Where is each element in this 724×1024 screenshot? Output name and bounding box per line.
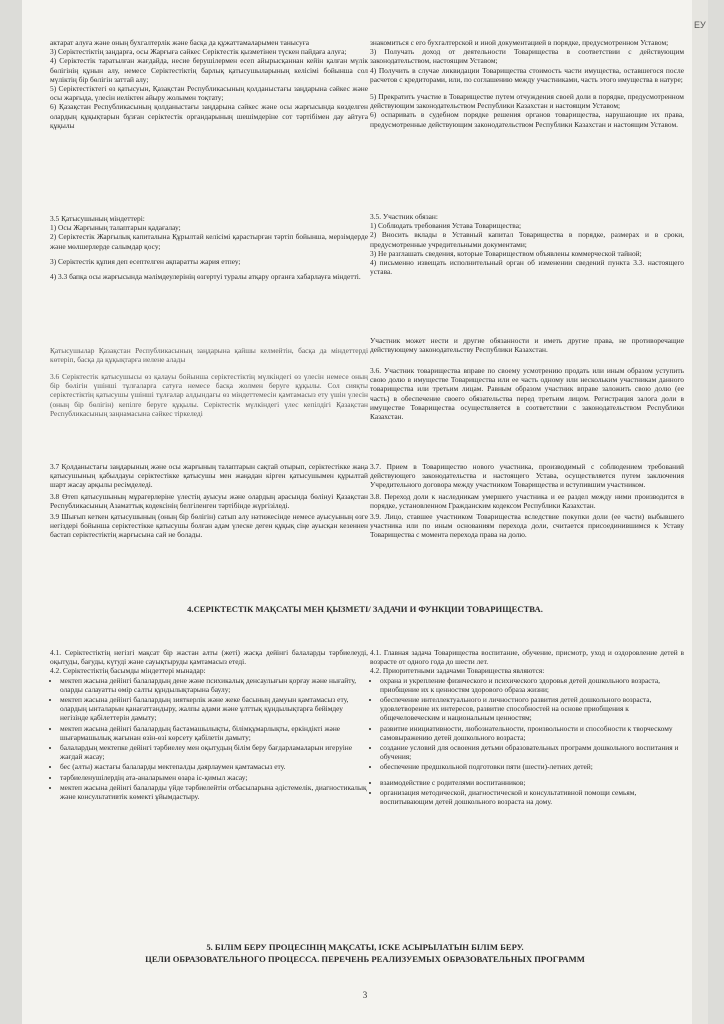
right-rights-item: 5) Прекратить участие в Товариществе путем отчуждения своей доли в порядке, предусмотренном действующим законодательством Республики Казахстан и настоящим Уставом; bbox=[370, 92, 684, 111]
left-section-3-5 bbox=[50, 214, 368, 281]
right-clause-3-6 bbox=[370, 366, 684, 421]
list-item: • мектеп жасына дейінгі балалардың бастамашылықты, білімқұмарлықты, еркіндікті және шығармашылық жағынан өзін-өзі көрсету қабілетін дамыту; bbox=[60, 724, 368, 742]
clause-3-6: 3.6 Серіктестік қатысушысы өз қалауы бойынша серіктестіктің мүлкіндегі өз үлесін немесе оның бір бөлігін үшінші тұлғаларға сатуға немесе басқа жолмен беруге құқылы. Сол сияқты серіктестіктің қатысушы үшінші тұлғалар алдындағы өз міндеттемесін қамтамасыз ету үшін үлесін (оның бір бөлігін) кепілге беруге құқылы. Серіктестік мүлкіндегі үлес кепілдігі Қазақстан Республикасының заңнамасына сәйкес тіркеледі bbox=[50, 372, 368, 418]
list-item: • организация методической, диагностической и консультативной помощи семьям, воспитывающим детей дошкольного возраста на дому. bbox=[380, 788, 684, 806]
list-item: • мектеп жасына дейінгі балалардың зияткерлік және жеке басының дамуын қамтамасыз ету, олардың ынталарын қанағаттандыру, жалпы адами және ұлттық құндылықтарға бейімдеу негізінде қабілеттерін дамыту; bbox=[60, 695, 368, 723]
duty-item: 4) 3.3 бапқа осы жарғысында мәлімдеулерінің өзгертуі туралы атқару органға хабарлауға міндетті. bbox=[50, 272, 361, 282]
clause-3-6: 3.6. Участник товарищества вправе по своему усмотрению продать или иным образом уступить свою долю в имуществе Товарищества или ее часть одному или нескольким участникам данного товарищества или третьим лицам. Равным образом участник вправе заложить свою долю (ее часть) в обеспечение своего обязательства перед третьим лицом. Регистрация залога доли в имуществе Товарищества осуществляется в соответствии с законодательством Республики Казахстан. bbox=[370, 366, 684, 422]
left-clauses-3-7-3-9 bbox=[50, 462, 368, 540]
left-task-list bbox=[50, 676, 368, 802]
right-paragraph-rights bbox=[370, 336, 684, 354]
left-rights-list bbox=[50, 38, 368, 130]
list-item: • мектеп жасына дейінгі балаларды үйде тәрбиелейтін отбасыларына әдістемелік, диагностикалық және консультативтік көмекті ұйымдастыру. bbox=[60, 783, 368, 801]
list-item: • взаимодействие с родителями воспитанников; bbox=[380, 778, 684, 787]
list-item: • обеспечение предшкольной подготовки пяти (шести)-летних детей; bbox=[380, 762, 684, 771]
left-rights-item: 6) Қазақстан Республикасының қолданыстағы заңдарына сәйкес және осы жарғысында көзделген олардың құқықтарын бұзған серіктестік органдарының шешімдеріне сот тәртібімен дау айтуға құқылы bbox=[50, 102, 368, 130]
duty-item: 2) Серіктестік Жарғылық капиталына Құрылтай келісімі қарастырған тәртіп бойынша, мерзімдерде және мөлшерлерде салымдар қосу; bbox=[50, 232, 368, 251]
left-section-4 bbox=[50, 648, 368, 802]
right-section-4 bbox=[370, 648, 684, 807]
duty-item: 1) Соблюдать требования Устава Товарищества; bbox=[370, 221, 522, 231]
duty-item: 4) письменно извещать исполнительный орган об изменении сведений пункта 3.3. настоящего устава. bbox=[370, 258, 684, 277]
section-5-heading-ru: ЦЕЛИ ОБРАЗОВАТЕЛЬНОГО ПРОЦЕССА. ПЕРЕЧЕНЬ РЕАЛИЗУЕМЫХ ОБРАЗОВАТЕЛЬНЫХ ПРОГРАММ bbox=[145, 954, 585, 964]
duty-item: 1) Осы Жарғының талаптарын қадағалау; bbox=[50, 223, 181, 233]
right-section-3-5 bbox=[370, 212, 684, 276]
edge-text: ЕУ bbox=[694, 20, 706, 30]
list-item: • создание условий для освоения детьми образовательных программ дошкольного воспитания и обучения; bbox=[380, 743, 684, 761]
document-page bbox=[22, 0, 708, 1024]
left-paragraph-rights bbox=[50, 346, 368, 364]
paragraph: Участник может нести и другие обязанности и иметь другие права, не противоречащие действующему законодательству Республики Казахстан. bbox=[370, 336, 684, 355]
list-item: • тәрбиеленушілердің ата-аналарымен өзара іс-қимыл жасау; bbox=[60, 773, 368, 782]
left-clause-3-6 bbox=[50, 372, 368, 418]
list-item: • мектеп жасына дейінгі балалардың дене және психикалық денсаулығын қорғау және нығайту, оларды салауатты өмір салты құндылықтарына баулу; bbox=[60, 676, 368, 694]
clause-3-7: 3.7. Прием в Товарищество нового участника, производимый с соблюдением требований действующего законодательства и настоящего Устава, осуществляется путем заключения Учредительного договора между участником Товарищества и вступившим участником. bbox=[370, 462, 684, 490]
left-rights-item: 4) Серіктестік таратылған жағдайда, несие берушілермен есеп айырысқаннан кейін қалған мүлік бөлігінің құнын алу, немесе Серіктестіктің барлық қатысушыларының келісімі бойынша сол мүліктің бір бөлігін заттай алу; bbox=[50, 56, 368, 84]
list-item: • балалардың мектепке дейінгі тәрбиелеу мен оқытудың білім беру бағдарламаларын игеруіне жағдай жасау; bbox=[60, 743, 368, 761]
paragraph: Қатысушылар Қазақстан Республикасының заңдарына қайшы келмейтін, басқа да міндеттерді көтеріп, басқа да құқықтарға иелене алады bbox=[50, 346, 368, 365]
list-item: • обеспечение интеллектуального и личностного развития детей дошкольного возраста, удовлетворение их интересов, развитие способностей на основе приобщения к общечеловеческим и национальным ценностям; bbox=[380, 695, 684, 723]
clause-4-2-heading: 4.2. Серіктестіктің басымды міндеттері мынадар: bbox=[50, 666, 206, 676]
duty-item: 2) Вносить вклады в Уставный капитал Товарищества в порядке, размерах и в сроки, предусмотренные учредительными документами; bbox=[370, 230, 684, 249]
clause-4-1: 4.1. Серіктестіктің негізгі мақсат бір жастан алты (жеті) жасқа дейінгі балаларды тәрбиелеуді, оқытуды, бағуды, күтуді және сауықтыруды қамтамасыз етеді. bbox=[50, 648, 368, 667]
right-rights-item: 6) оспаривать в судебном порядке решения органов товарищества, нарушающие их права, предусмотренные действующим законодательством Республики Казахстан и настоящим Уставом. bbox=[370, 110, 684, 129]
duty-item: 3) Не разглашать сведения, которые Товариществом объявлены коммерческой тайной; bbox=[370, 248, 642, 258]
right-rights-item: знакомиться с его бухгалтерской и иной документацией в порядке, предусмотренном Уставом; bbox=[370, 38, 669, 47]
list-item: • бес (алты) жастағы балаларды мектепалды даярлаумен қамтамасыз ету. bbox=[60, 762, 368, 771]
right-clauses-3-7-3-9 bbox=[370, 462, 684, 540]
left-rights-item: 3) Серіктестіктің заңдарға, осы Жарғыға сәйкес Серіктестік қызметінен түскен пайдаға алуға; bbox=[50, 47, 347, 57]
clause-3-8: 3.8 Өтеп қатысушының мұрагерлеріне үлестің ауысуы және олардың арасында бөлінуі Қазақстан Республикасының Азаматтық кодексінің белгіленген тәртібінде жүргізіледі. bbox=[50, 491, 368, 510]
right-task-list bbox=[370, 676, 684, 807]
clause-4-2-heading: 4.2. Приоритетными задачами Товарищества являются: bbox=[370, 666, 545, 676]
right-rights-item: 4) Получить в случае ликвидации Товарищества стоимость части имущества, оставшегося после расчетов с кредиторами, или, по соглашению между участниками, часть этого имущества в натуре; bbox=[370, 65, 684, 84]
page-number: 3 bbox=[362, 990, 368, 1000]
clause-4-1: 4.1. Главная задача Товарищества воспитание, обучение, присмотр, уход и оздоровление детей в возрасте от одного года до шести лет. bbox=[370, 648, 684, 667]
right-rights-list bbox=[370, 38, 684, 129]
left-rights-item: 5) Серіктестіктегі өз қатысуын, Қазақстан Республикасының қолданыстағы заңдарына сәйкес және осы жарғыда, үлесін иеліктен айыру жолымен тоқтату; bbox=[50, 84, 368, 103]
adjacent-page-edge bbox=[692, 0, 708, 1024]
clause-3-9: 3.9 Шығып кеткен қатысушының (оның бір бөлігін) сатып алу нәтижесінде немесе ауысуының өзге негіздері бойынша серіктестікке қатысушы болған адам үлеске деген құқық сіңе ауысқан кезеннен бастап серіктестіктің жарғысына сай не болады. bbox=[50, 512, 368, 540]
clause-3-9: 3.9. Лицо, ставшее участником Товарищества вследствие покупки доли (ее части) выбывшего участника или по иным основаниям перехода доли, считается присоединившимся к Уставу Товарищества с момента перехода права на долю. bbox=[370, 512, 684, 540]
clause-3-8: 3.8. Переход доли к наследникам умершего участника и ее раздел между ними производится в порядке, установленном Гражданским кодексом Республики Казахстан. bbox=[370, 491, 684, 510]
clause-3-7: 3.7 Қолданыстағы заңдарының және осы жарғының талаптарын сақтай отырып, серіктестікке жаңа қатысушының қабылдауы серіктестікке қатысушы мен жаңадан кірген қатысушымен құрылтай шарт жасау арқылы ресімделеді. bbox=[50, 462, 368, 490]
section-4-heading: 4.СЕРІКТЕСТІК МАҚСАТЫ МЕН ҚЫЗМЕТІ/ ЗАДАЧИ И ФУНКЦИИ ТОВАРИЩЕСТВА. bbox=[187, 604, 543, 614]
list-item: • развитие инициативности, любознательности, произвольности и способности к творческому самовыражению детей дошкольного возраста; bbox=[380, 724, 684, 742]
right-rights-item: 3) Получать доход от деятельности Товарищества в соответствии с действующим законодательством, настоящим Уставом; bbox=[370, 47, 684, 66]
left-rights-item: актарат алуға және оның бухгалтерлік және басқа да құжаттамаларымен танысуға bbox=[50, 38, 310, 47]
section-5-heading-kz: 5. БІЛІМ БЕРУ ПРОЦЕСІНІҢ МАҚСАТЫ, ІСКЕ АСЫРЫЛАТЫН БІЛІМ БЕРУ. bbox=[206, 942, 524, 952]
list-item: • охрана и укрепление физического и психического здоровья детей дошкольного возраста, приобщение их к ценностям здорового образа жизни; bbox=[380, 676, 684, 694]
section-heading: 3.5 Қатысушының міндеттері: bbox=[50, 214, 145, 223]
section-heading: 3.5. Участник обязан: bbox=[370, 212, 438, 221]
duty-item: 3) Серіктестік құпия деп есептелген ақпаратты жария етпеу; bbox=[50, 256, 241, 266]
